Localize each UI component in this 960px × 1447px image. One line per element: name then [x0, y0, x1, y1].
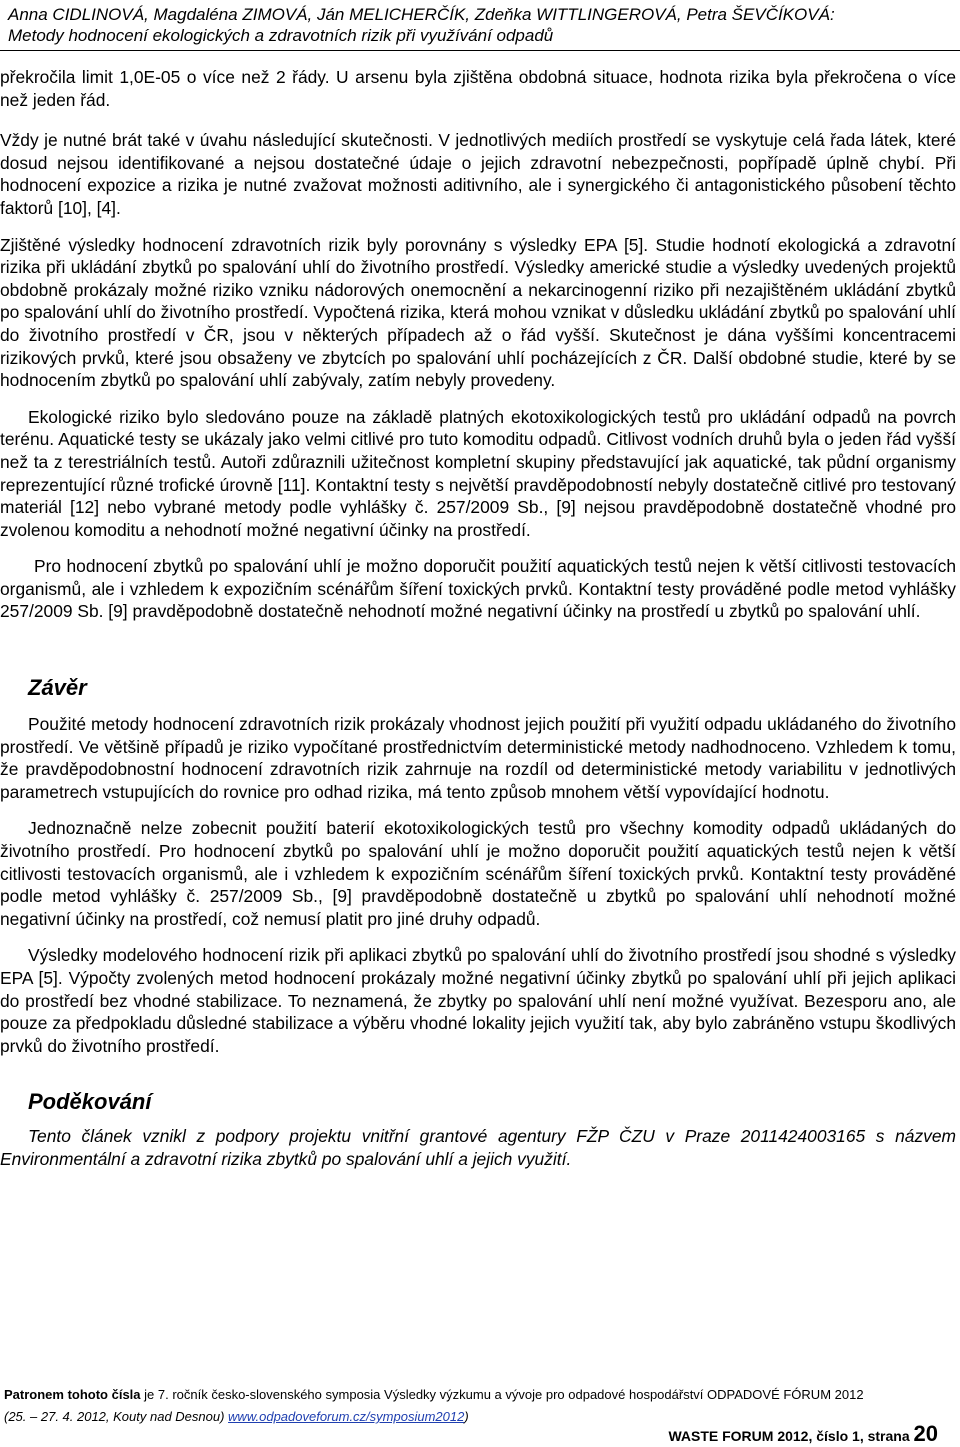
- footer-event-line: [4, 1409, 469, 1424]
- header-authors: Anna CIDLINOVÁ, Magdaléna ZIMOVÁ, Ján MELICHERČÍK, Zdeňka WITTLINGEROVÁ, Petra ŠEVČÍKOVÁ:: [8, 5, 835, 24]
- conclusion-paragraph-2: Jednoznačně nelze zobecnit použití baterií ekotoxikologických testů pro všechny komodity odpadů ukládaných do životního prostředí. Pro hodnocení zbytků po spalování uhlí je možno doporučit použití aquatických testů nejen k větší citlivosti testovacích organismů, ale i vzhledem k expozičním scénářům šíření toxických prvků. Kontaktní testy prováděné podle metod vyhlášky č. 257/2009 Sb., [9] pravděpodobně dostatečně u zbytků po spalování uhlí nehodnotí možné negativní účinky na prostředí, což nemusí platit pro jiné druhy odpadů.: [0, 818, 956, 929]
- footer-event-text: (25. – 27. 4. 2012, Kouty nad Desnou): [4, 1409, 229, 1424]
- running-header: [8, 4, 954, 46]
- page-number-block: [668, 1421, 938, 1447]
- journal-issue: WASTE FORUM 2012, číslo 1, strana: [668, 1428, 914, 1444]
- paragraph-4: Ekologické riziko bylo sledováno pouze na základě platných ekotoxikologických testů pro ukládání odpadů na povrch terénu. Aquatické testy se ukázaly jako velmi citlivé pro tuto komoditu odpadů. Citlivost vodních druhů byla o jeden řád vyšší než ta z terestriálních testů. Autoři zdůraznili užitečnost kompletní skupiny představující jak aquatické, tak půdní organismy reprezentující různé trofické úrovně [11]. Kontaktní testy s největší pravděpodobností nebyly dostatečně citlivé pro testovaný materiál [12] nebo vybrané metody podle vyhlášky č. 257/2009 Sb., [9] nejsou pravděpodobně dostatečně vhodné pro zvolenou komoditu a nehodnotí možné negativní účinky na prostředí.: [0, 406, 956, 540]
- acknowledgement-heading: Poděkování: [28, 1089, 152, 1115]
- footer-patron-text: je 7. ročník česko-slovenského symposia Výsledky výzkumu a vývoje pro odpadové hospodářství ODPADOVÉ FÓRUM 2012: [140, 1387, 864, 1402]
- paragraph-2: Vždy je nutné brát také v úvahu následující skutečnosti. V jednotlivých mediích prostředí se vyskytuje celá řada látek, které dosud nejsou identifikované a nejsou dostatečné údaje o jejich zdravotní nebezpečnosti, popřípadě úplně chybí. Při hodnocení expozice a rizika je nutné zvažovat možnosti aditivního, ale i synergického či antagonistického působení těchto faktorů [10], [4].: [0, 130, 956, 218]
- paragraph-5: Pro hodnocení zbytků po spalování uhlí je možno doporučit použití aquatických testů nejen k větší citlivosti testovacích organismů, ale i vzhledem k expozičním scénářům šíření toxických prvků. Kontaktní testy prováděné podle metod vyhlášky 257/2009 Sb. [9] pravděpodobně dostatečně nehodnotí možné negativní účinky na prostředí u zbytků po spalování uhlí.: [0, 556, 956, 622]
- symposium-link[interactable]: www.odpadoveforum.cz/symposium2012: [228, 1409, 465, 1424]
- footer-event-close: ): [464, 1409, 469, 1424]
- paragraph-1: překročila limit 1,0E-05 o více než 2 řády. U arsenu byla zjištěna obdobná situace, hodnota rizika byla překročena o více než jeden řád.: [0, 67, 956, 110]
- header-divider: [0, 50, 960, 51]
- page-number: 20: [913, 1421, 938, 1446]
- page-footer: [0, 1387, 960, 1445]
- conclusion-paragraph-3: Výsledky modelového hodnocení rizik při aplikaci zbytků po spalování uhlí do životního prostředí jsou shodné s výsledky EPA [5]. Výpočty zvolených metod hodnocení prokázaly možné negativní účinky zbytků po spalování uhlí při jejich aplikaci do prostředí bez vhodné stabilizace. To neznamená, že zbytky po spalování uhlí není možné využívat. Bezesporu ano, ale pouze za předpokladu důsledné stabilizace a výběru vhodné lokality jejich využití tak, aby bylo zabráněno vstupu škodlivých prvků do životního prostředí.: [0, 945, 956, 1056]
- header-title: Metody hodnocení ekologických a zdravotních rizik při využívání odpadů: [8, 26, 554, 45]
- conclusion-paragraph-1: Použité metody hodnocení zdravotních rizik prokázaly vhodnost jejich použití při využití odpadu ukládaného do životního prostředí. Ve většině případů je riziko vypočítané prostřednictvím deterministické metody nadhodnoceno. Vzhledem k tomu, že pravděpodobnostní hodnocení zdravotních rizik zahrnuje na rozdíl od deterministické metody variabilitu v jednotlivých parametrech vstupujících do rovnice pro odhad rizika, má tento způsob mnohem větší vypovídající hodnotu.: [0, 714, 956, 802]
- footer-patron-line: [4, 1387, 864, 1402]
- paragraph-3: Zjištěné výsledky hodnocení zdravotních rizik byly porovnány s výsledky EPA [5]. Studie hodnotí ekologická a zdravotní rizika při ukládání zbytků po spalování uhlí do životního prostředí. Výsledky americké studie a výsledky uvedených projektů obdobně prokázaly možné riziko vzniku nádorových onemocnění a nekarcinogenní riziko při nezajištěném ukládání zbytků po spalování uhlí do životního prostředí. Vypočtená rizika, která mohou vznikat v důsledku ukládání zbytků po spalování uhlí do životního prostředí v ČR, jsou v některých případech až o řád vyšší. Skutečnost je dána vyššími koncentracemi rizikových prvků, které jsou obsaženy ve zbytcích po spalování uhlí pocházejících z ČR. Další obdobné studie, které by se hodnocením zbytků po spalování uhlí zabývaly, zatím nebyly provedeny.: [0, 234, 956, 391]
- conclusion-heading: Závěr: [28, 675, 87, 701]
- acknowledgement-text: Tento článek vznikl z podpory projektu vnitřní grantové agentury FŽP ČZU v Praze 2011424003165 s názvem Environmentální a zdravotní rizika zbytků po spalování uhlí a jejich využití.: [0, 1126, 956, 1169]
- footer-patron-label: Patronem tohoto čísla: [4, 1387, 141, 1402]
- article-body: [0, 66, 956, 1171]
